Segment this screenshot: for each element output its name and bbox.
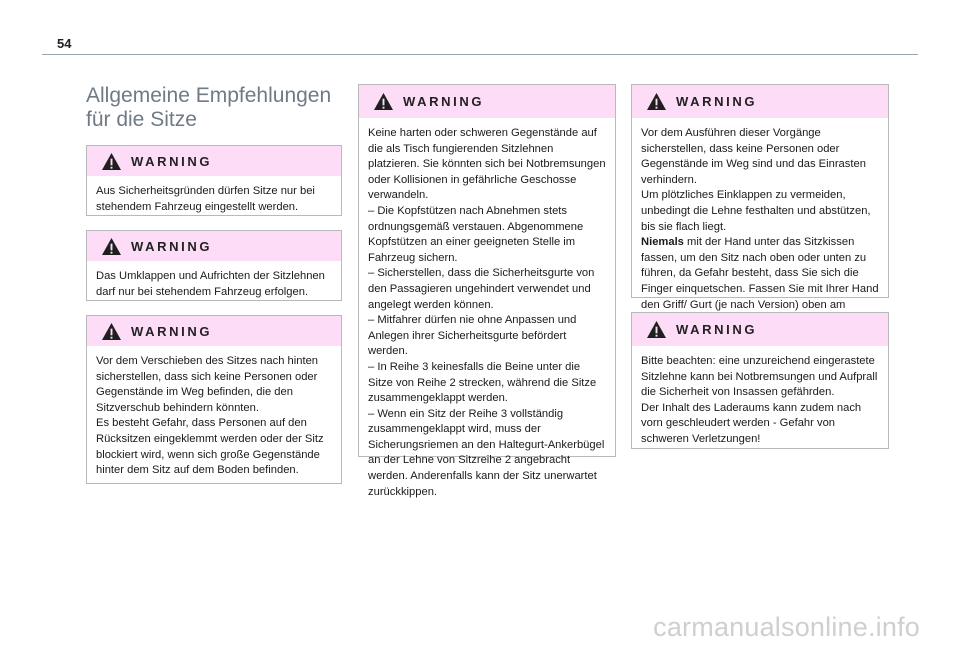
- warning-text: [632, 346, 888, 456]
- warning-paragraph: Keine harten oder schweren Gegenstände auf die als Tisch fungierenden Sitzlehnen platzieren. Sie könnten sich bei Notbremsungen oder Kollisionen in gefährliche Geschosse verwandeln.: [368, 127, 606, 202]
- warning-triangle-icon: [101, 237, 122, 256]
- warning-text: [87, 346, 341, 487]
- warning-paragraph: Es besteht Gefahr, dass Personen auf den Rücksitzen eingeklemmt werden oder der Sitz blockiert wird, wenn sich große Gegenstände hinter dem Sitz auf dem Boden befinden.: [96, 417, 324, 477]
- watermark: carmanualsonline.info: [653, 612, 920, 642]
- warning-label: WARNING: [676, 94, 758, 109]
- warning-label: WARNING: [131, 238, 213, 254]
- warning-paragraph: – Mitfahrer dürfen nie ohne Anpassen und Anlegen ihrer Sicherheitsgurte befördert werden.: [368, 314, 577, 358]
- warning-text: [632, 118, 888, 337]
- warning-header: [359, 85, 615, 118]
- warning-header: [632, 313, 888, 346]
- warning-paragraph: Bitte beachten: eine unzureichend eingerastete Sitzlehne kann bei Notbremsungen und Aufprall die Sicherheit von Insassen gefährden.: [641, 355, 878, 399]
- warning-triangle-icon: [101, 322, 122, 341]
- warning-label: WARNING: [676, 322, 758, 337]
- warning-paragraph: Um plötzliches Einklappen zu vermeiden, unbedingt die Lehne festhalten und abstützen, bis sie flach liegt.: [641, 189, 871, 233]
- warning-label: WARNING: [131, 153, 213, 169]
- warning-paragraph: Aus Sicherheitsgründen dürfen Sitze nur bei stehendem Fahrzeug eingestellt werden.: [96, 185, 315, 213]
- warning-box-4: [358, 84, 616, 498]
- warning-paragraph: – In Reihe 3 keinesfalls die Beine unter die Sitze von Reihe 2 strecken, während die Sitze zusammengeklappt werden.: [368, 360, 597, 405]
- warning-paragraph: Das Umklappen und Aufrichten der Sitzlehnen darf nur bei stehendem Fahrzeug erfolgen.: [96, 270, 325, 298]
- warning-paragraph: Vor dem Ausführen dieser Vorgänge sicherstellen, dass keine Personen oder Gegenstände im Weg sind und das Einrasten verhindern.: [641, 127, 866, 186]
- emphasis-never: Niemals: [641, 236, 684, 249]
- warning-paragraph: Der Inhalt des Laderaums kann zudem nach vorn geschleudert werden - Gefahr von schweren Verletzungen!: [641, 401, 862, 445]
- warning-header: [632, 85, 888, 118]
- warning-triangle-icon: [101, 152, 122, 171]
- warning-box-5: [631, 84, 889, 311]
- warning-triangle-icon: [646, 320, 667, 339]
- warning-header: [87, 146, 341, 176]
- warning-box-3: [86, 315, 342, 484]
- warning-box-2: [86, 230, 342, 301]
- warning-text: [359, 118, 615, 508]
- warning-text: [87, 176, 341, 223]
- top-rule: [42, 54, 918, 55]
- warning-text: [87, 261, 341, 308]
- warning-triangle-icon: [373, 92, 394, 111]
- page-number: 54: [57, 36, 72, 51]
- warning-paragraph: – Wenn ein Sitz der Reihe 3 vollständig zusammengeklappt wird, muss der Sicherungsriemen an den Haltegurt-Ankerbügel an der Lehne von Sitzreihe 2 angebracht werden. Anderenfalls kann der Sitz unerwartet zurückkippen.: [368, 407, 605, 498]
- section-title: Allgemeine Empfehlungen für die Sitze: [86, 84, 332, 131]
- warning-header: [87, 231, 341, 261]
- warning-paragraph: Vor dem Verschieben des Sitzes nach hinten sicherstellen, dass sich keine Personen oder Gegenstände im Weg befinden, die den Sitzverschub behindern könnten.: [96, 355, 319, 414]
- warning-header: [87, 316, 341, 346]
- warning-paragraph: – Sicherstellen, dass die Sicherheitsgurte von den Passagieren ungehindert verwendet und angelegt werden können.: [368, 267, 595, 311]
- warning-triangle-icon: [646, 92, 667, 111]
- warning-box-1: [86, 145, 342, 216]
- warning-label: WARNING: [131, 323, 213, 339]
- warning-paragraph-rest: mit der Hand unter das Sitzkissen fassen, um den Sitz nach oben oder unten zu führen, da Gefahr besteht, dass Sie sich die Finger einquetschen. Fassen Sie mit Ihrer Hand den Griff/ Gurt (je nach Version) oben am: [641, 236, 879, 311]
- warning-label: WARNING: [403, 94, 485, 109]
- warning-paragraph: – Die Kopfstützen nach Abnehmen stets ordnungsgemäß verstauen. Abgenommene Kopfstützen an einer geeigneten Stelle im Fahrzeug sichern.: [368, 204, 584, 264]
- warning-box-6: [631, 312, 889, 449]
